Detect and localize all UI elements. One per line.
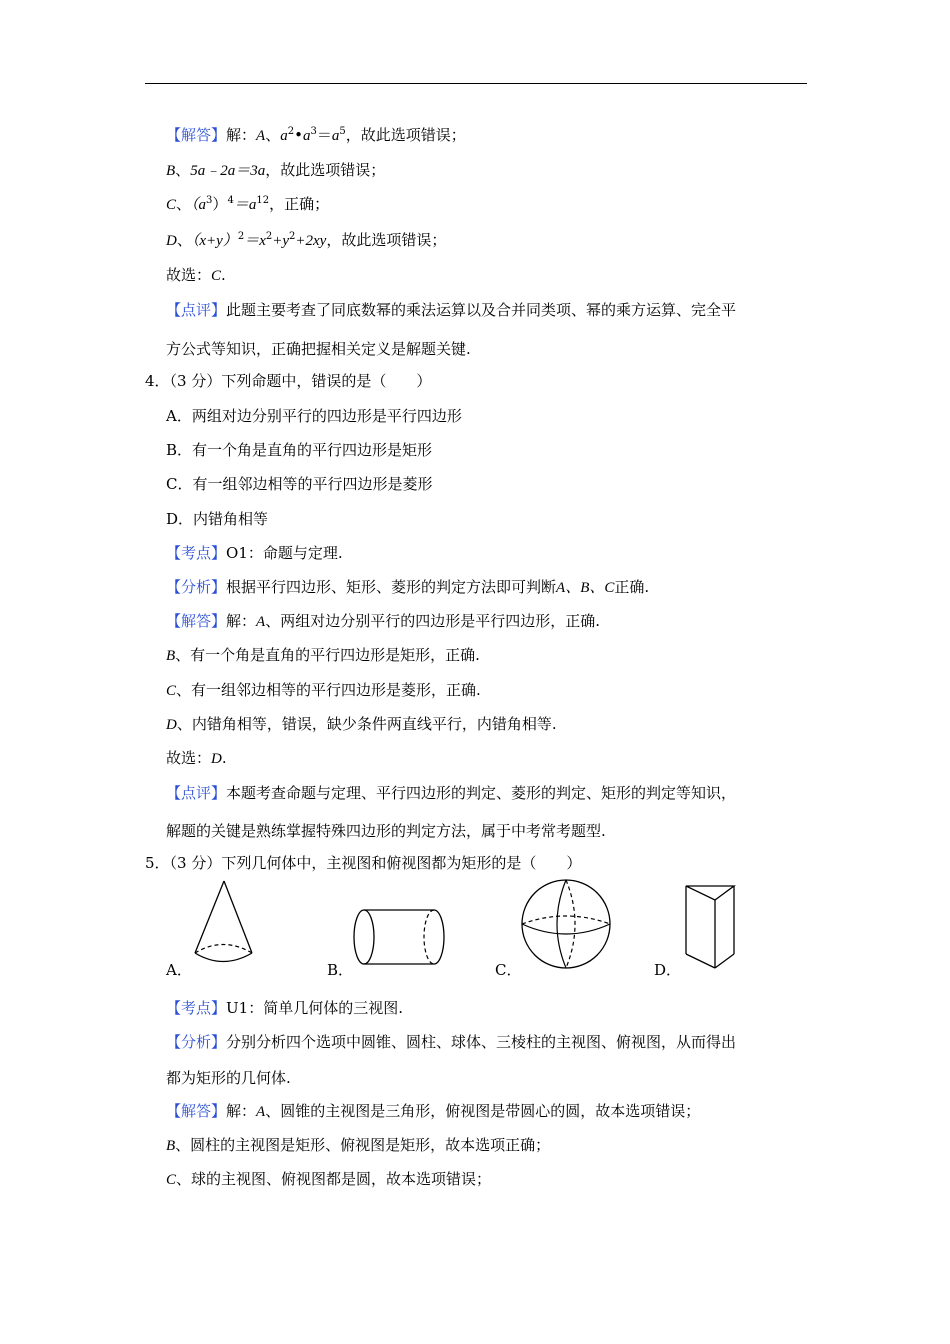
- figure-label-d: D．: [654, 961, 682, 979]
- cylinder-figure: [350, 878, 450, 973]
- kaodian-tag: 【考点】: [166, 999, 227, 1017]
- q4-ans-b: B、有一个角是直角的平行四边形是矩形，正确.: [166, 646, 480, 664]
- triangular-prism-figure: [678, 878, 748, 973]
- q3-option-b-line: B、5a﹣2a＝3a，故此选项错误；: [166, 161, 386, 179]
- q4-ans-d: D、内错角相等，错误，缺少条件两直线平行，内错角相等.: [166, 715, 557, 733]
- header-rule: [145, 83, 807, 84]
- q4-fenxi-line: 【分析】根据平行四边形、矩形、菱形的判定方法即可判断A、B、C正确.: [166, 578, 650, 596]
- q4-dianping-line-2: 解题的关键是熟练掌握特殊四边形的判定方法，属于中考常考题型.: [166, 822, 606, 840]
- q4-stem: 4．（3 分）下列命题中，错误的是（ ）: [145, 372, 432, 390]
- q4-option-a: A．两组对边分别平行的四边形是平行四边形: [166, 407, 462, 425]
- sphere-figure: [518, 878, 618, 973]
- q4-option-c: C．有一组邻边相等的平行四边形是菱形: [166, 475, 433, 493]
- q5-ans-c: C、球的主视图、俯视图都是圆，故本选项错误；: [166, 1170, 492, 1188]
- figure-label-c: C．: [495, 961, 522, 979]
- q5-ans-b: B、圆柱的主视图是矩形、俯视图是矩形，故本选项正确；: [166, 1136, 551, 1154]
- figure-label-a: A．: [166, 961, 192, 979]
- q3-dianping-line: 【点评】此题主要考查了同底数幂的乘法运算以及合并同类项、幂的乘方运算、完全平: [166, 301, 737, 319]
- q4-option-b: B．有一个角是直角的平行四边形是矩形: [166, 441, 433, 459]
- q3-option-d-line: D、$(x+y)^2=x^2+y^2+2xy$，故此选项错误；: [166, 231, 447, 249]
- q4-jieda-line: 【解答】解：A、两组对边分别平行的四边形是平行四边形，正确.: [166, 612, 600, 630]
- dianping-tag: 【点评】: [166, 301, 227, 319]
- kaodian-tag: 【考点】: [166, 544, 227, 562]
- jieda-tag: 【解答】: [166, 612, 227, 630]
- q3-dianping-line-2: 方公式等知识，正确把握相关定义是解题关键.: [166, 340, 471, 358]
- q5-stem: 5．（3 分）下列几何体中，主视图和俯视图都为矩形的是（ ）: [145, 854, 582, 872]
- q5-kaodian-line: 【考点】U1：简单几何体的三视图.: [166, 999, 403, 1017]
- q5-fenxi-line: 【分析】分别分析四个选项中圆锥、圆柱、球体、三棱柱的主视图、俯视图，从而得出: [166, 1033, 737, 1051]
- jieda-tag: 【解答】: [166, 1102, 227, 1120]
- q4-dianping-line: 【点评】本题考查命题与定理、平行四边形的判定、菱形的判定、矩形的判定等知识，: [166, 784, 737, 802]
- q5-jieda-line: 【解答】解：A、圆锥的主视图是三角形，俯视图是带圆心的圆，故本选项错误；: [166, 1102, 701, 1120]
- q3-choose-line: 故选：C.: [166, 266, 226, 284]
- q3-option-c-line: C、$(a^3)^4=a^{12}$，正确；: [166, 195, 330, 213]
- figure-label-b: B．: [327, 961, 354, 979]
- fenxi-tag: 【分析】: [166, 1033, 227, 1051]
- q4-kaodian-line: 【考点】O1：命题与定理.: [166, 544, 343, 562]
- fenxi-tag: 【分析】: [166, 578, 227, 596]
- q4-option-d: D．内错角相等: [166, 510, 269, 528]
- jieda-tag: 【解答】: [166, 126, 227, 144]
- q4-ans-c: C、有一组邻边相等的平行四边形是菱形，正确.: [166, 681, 481, 699]
- q5-fenxi-line-2: 都为矩形的几何体.: [166, 1069, 291, 1087]
- q4-choose-line: 故选：D.: [166, 749, 227, 767]
- cone-figure: [188, 878, 258, 973]
- dianping-tag: 【点评】: [166, 784, 227, 802]
- q3-jieda-line: 【解答】解：A、$a^2•a^3=a^5$，故此选项错误；: [166, 126, 466, 144]
